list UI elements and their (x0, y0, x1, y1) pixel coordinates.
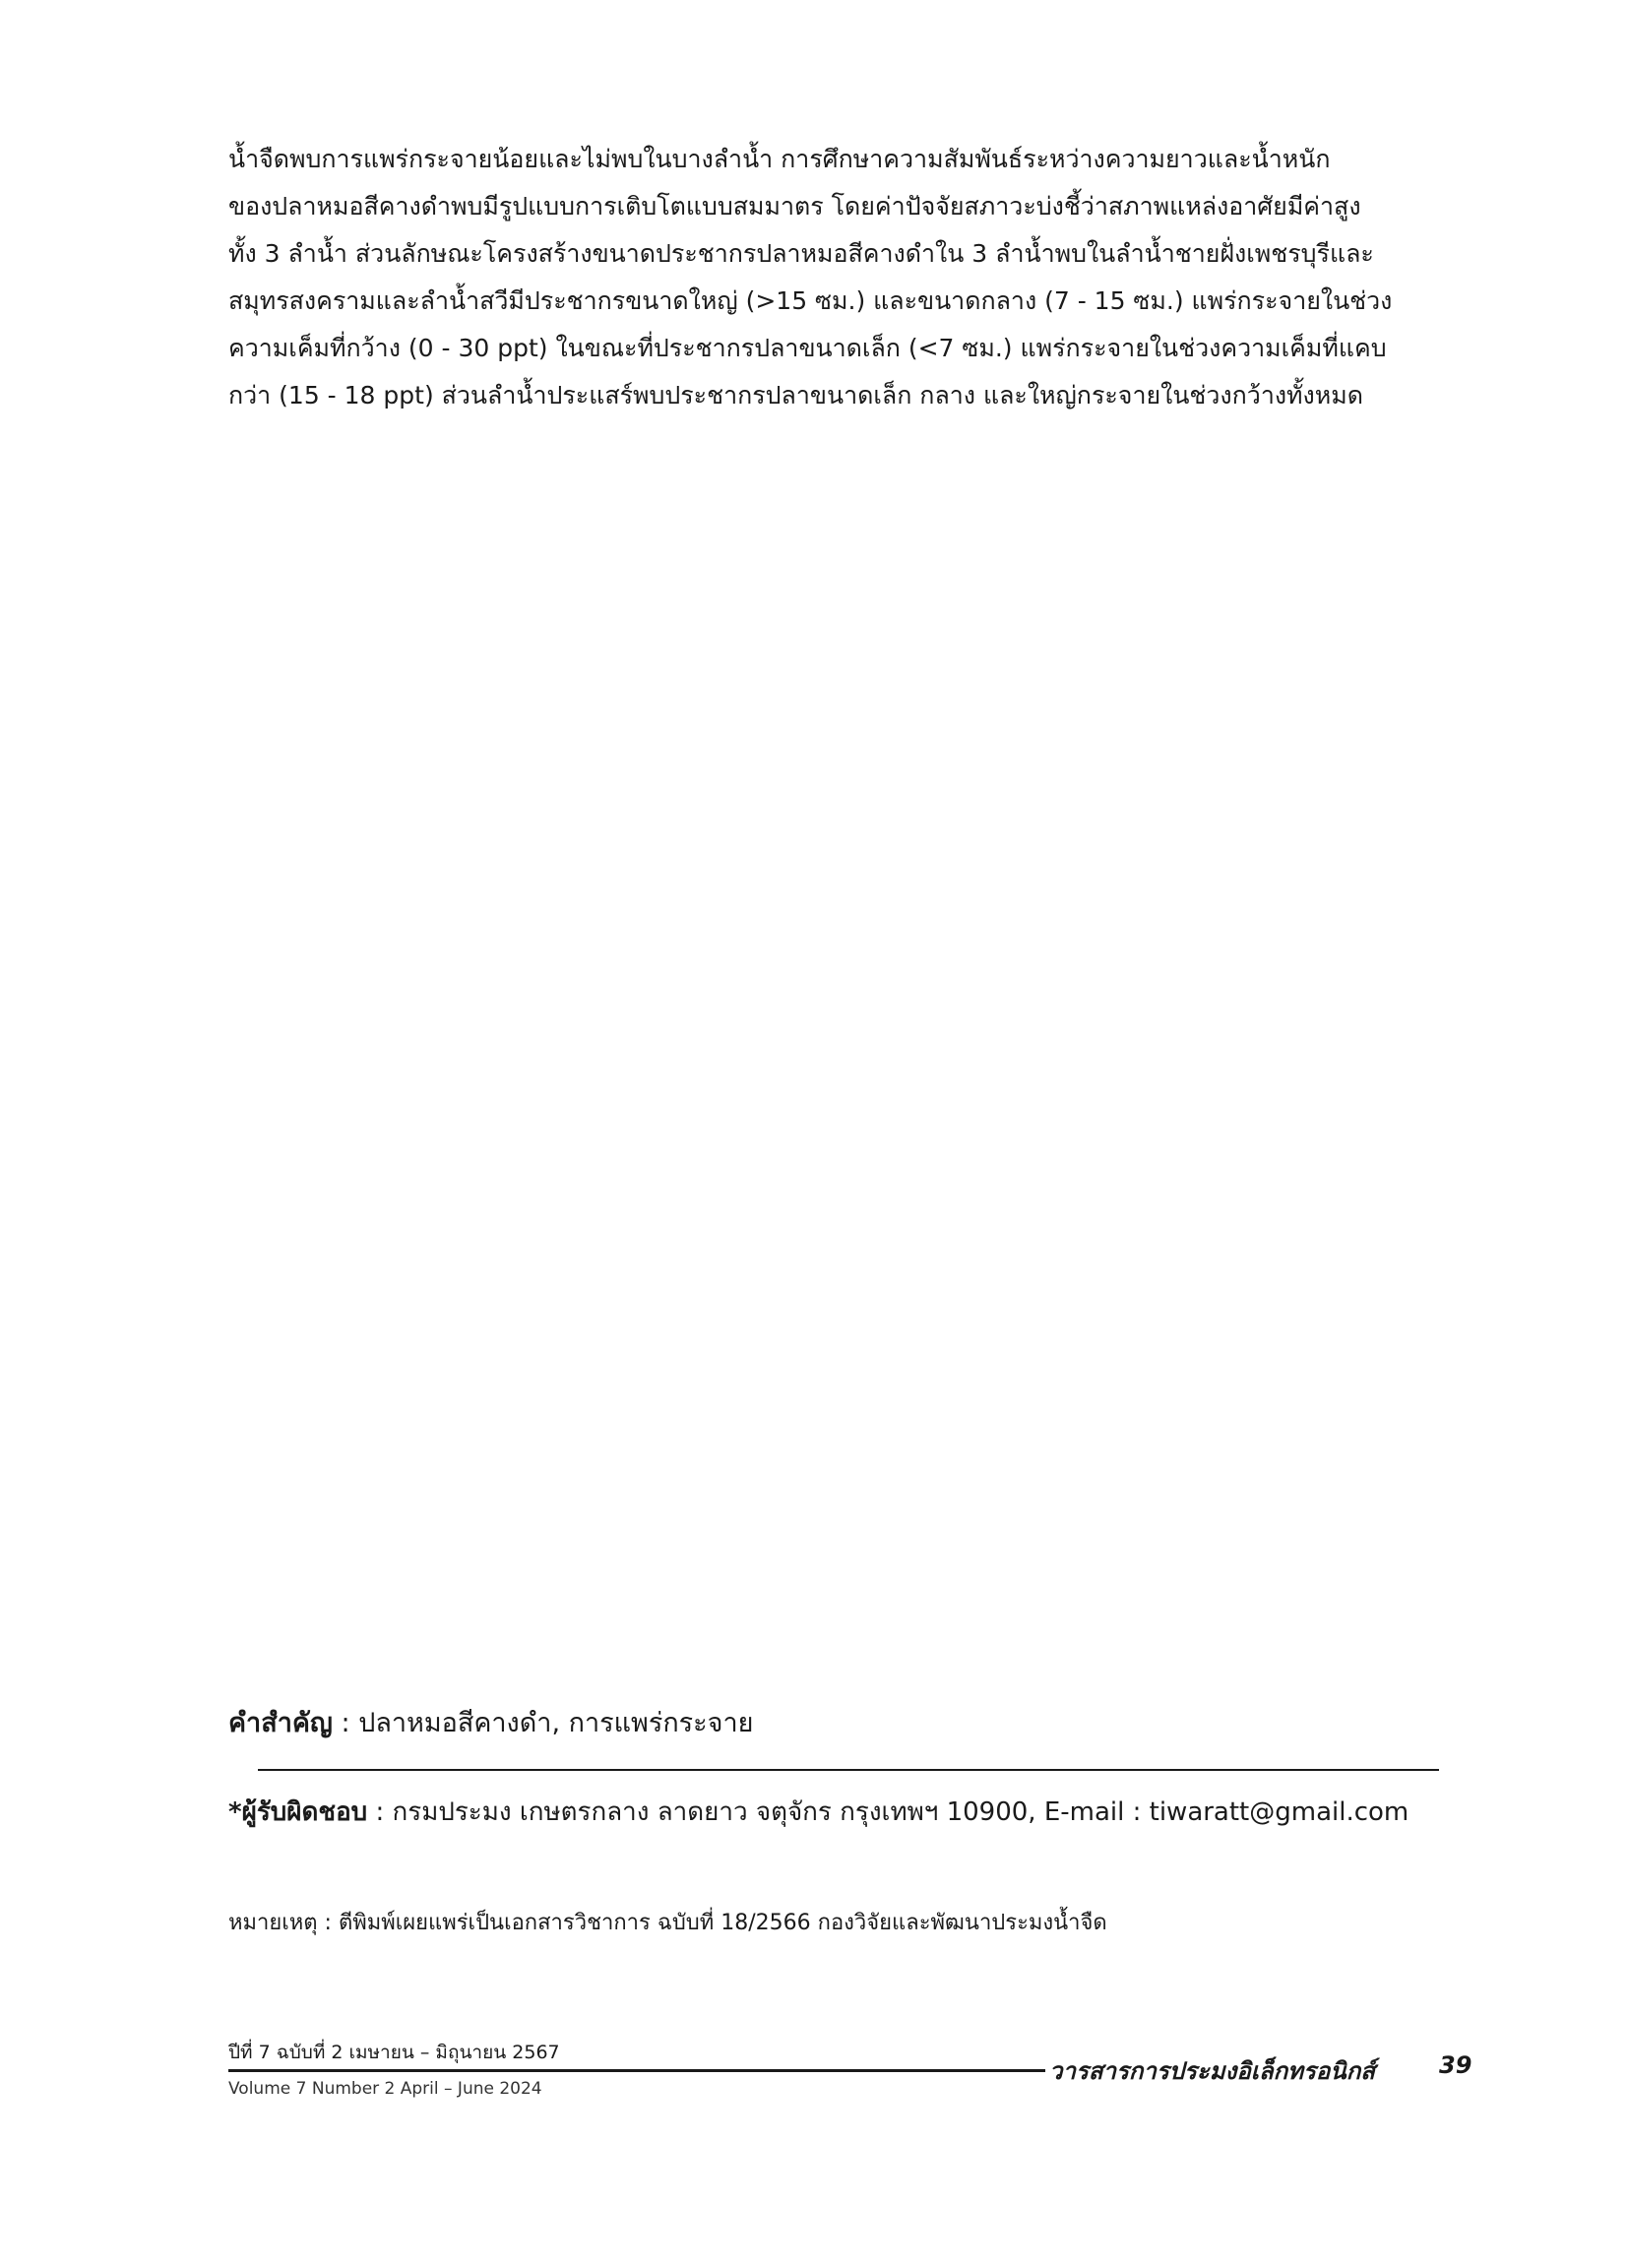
footer-issue-english: Volume 7 Number 2 April – June 2024 (228, 2079, 542, 2099)
page-number: 39 (1439, 2051, 1472, 2079)
publication-note: หมายเหตุ : ตีพิมพ์เผยแพร่เป็นเอกสารวิชาการ ฉบับที่ 18/2566 กองวิจัยและพัฒนาประมงน้ำจืด (228, 1911, 1107, 1935)
abstract-line-6: กว่า (15 - 18 ppt) ส่วนลำน้ำประแสร์พบประชากรปลาขนาดเล็ก กลาง และใหญ่กระจายในช่วงกว้างทั้งหมด (228, 381, 1363, 410)
keywords-value: ปลาหมอสีคางดำ, การแพร่กระจาย (358, 1708, 754, 1738)
keywords (228, 1701, 753, 1743)
keywords-separator: : (332, 1708, 359, 1738)
keywords-divider (258, 1769, 1439, 1771)
abstract-line-2: ของปลาหมอสีคางดำพบมีรูปแบบการเติบโตแบบสมมาตร โดยค่าปัจจัยสภาวะบ่งชี้ว่าสภาพแหล่งอาศัยมีค่าสูง (228, 192, 1361, 220)
footer-journal-name: วารสารการประมงอิเล็กทรอนิกส์ (1049, 2057, 1375, 2085)
corresponding-value: กรมประมง เกษตรกลาง ลาดยาว จตุจักร กรุงเทพฯ 10900, E-mail : tiwaratt@gmail.com (392, 1797, 1409, 1827)
corresponding-separator: : (367, 1797, 393, 1827)
abstract-line-1: น้ำจืดพบการแพร่กระจายน้อยและไม่พบในบางลำน้ำ การศึกษาความสัมพันธ์ระหว่างความยาวและน้ำหนัก (228, 145, 1331, 173)
keywords-label: คำสำคัญ (228, 1708, 333, 1738)
footer-issue-thai: ปีที่ 7 ฉบับที่ 2 เมษายน – มิถุนายน 2567 (228, 2042, 560, 2063)
corresponding-author (228, 1792, 1409, 1832)
corresponding-label: *ผู้รับผิดชอบ (228, 1797, 368, 1827)
abstract-line-4: สมุทรสงครามและลำน้ำสวีมีประชากรขนาดใหญ่ (>15 ซม.) และขนาดกลาง (7 - 15 ซม.) แพร่กระจายในช่วง (228, 286, 1393, 315)
abstract-continuation (228, 136, 1449, 419)
abstract-line-3: ทั้ง 3 ลำน้ำ ส่วนลักษณะโครงสร้างขนาดประชากรปลาหมอสีคางดำใน 3 ลำน้ำพบในลำน้ำชายฝั่งเพชรบุรีและ (228, 239, 1374, 268)
footer-divider (228, 2069, 1045, 2072)
abstract-line-5: ความเค็มที่กว้าง (0 - 30 ppt) ในขณะที่ประชากรปลาขนาดเล็ก (<7 ซม.) แพร่กระจายในช่วงความเค็มที่แคบ (228, 334, 1387, 362)
